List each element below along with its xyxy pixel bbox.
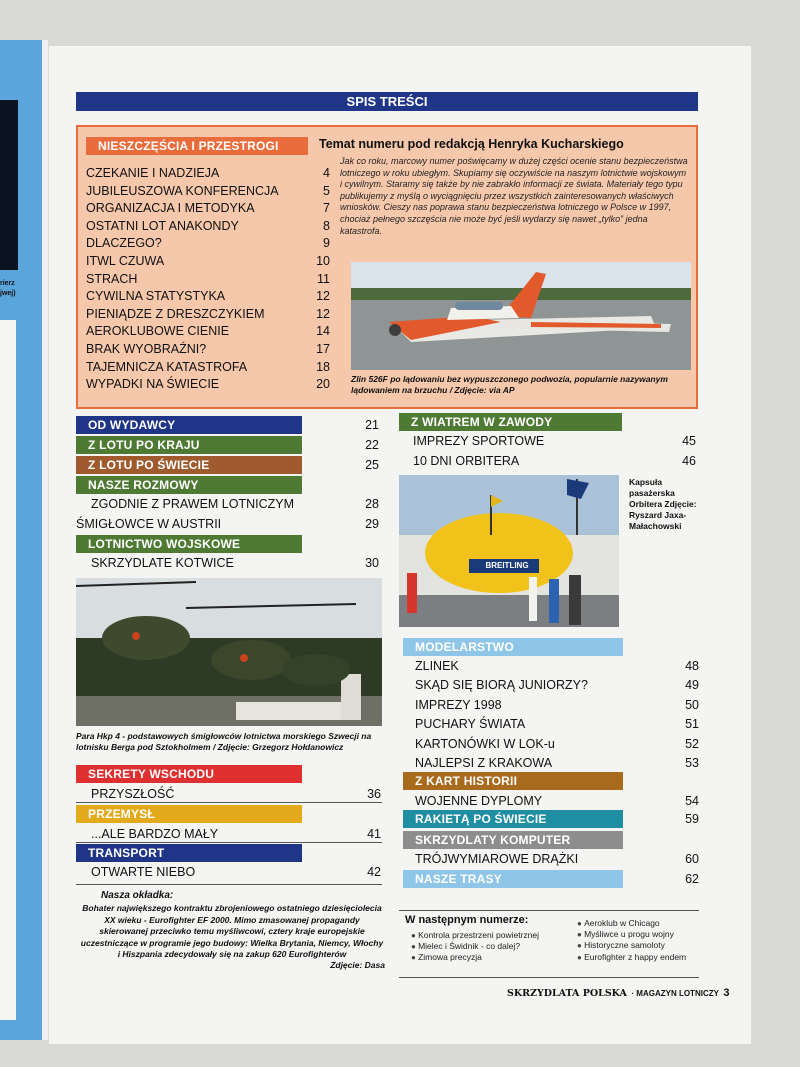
- header-bar: [76, 92, 698, 111]
- page-number: 21: [365, 418, 379, 432]
- page-title: SPIS TREŚCI: [346, 94, 428, 109]
- page-number: 4: [323, 166, 330, 180]
- feature-entry[interactable]: BRAK WYOBRAŹNI?: [86, 342, 207, 356]
- footer-brand: SKRZYDLATA POLSKA: [507, 988, 627, 999]
- page-number: 10: [316, 254, 330, 268]
- section-nasze-trasy[interactable]: NASZE TRASY: [403, 870, 623, 888]
- section-modelarstwo[interactable]: MODELARSTWO: [403, 638, 623, 656]
- toc-entry[interactable]: KARTONÓWKI W LOK-u: [415, 736, 555, 751]
- feature-entry[interactable]: STRACH: [86, 271, 138, 286]
- page-number: 11: [317, 271, 330, 286]
- page-number: 30: [365, 556, 379, 570]
- divider: [76, 884, 382, 885]
- toc-entry[interactable]: ZGODNIE Z PRAWEM LOTNICZYM: [91, 497, 295, 511]
- page-number: 54: [685, 794, 699, 808]
- divider: [76, 842, 382, 843]
- feature-entry[interactable]: TAJEMNICZA KATASTROFA: [86, 359, 248, 374]
- orbiter-photo-caption: Kapsuła pasażerska Orbitera Zdjęcie: Ryszard Jaxa-Małachowski: [629, 477, 697, 531]
- page-number: 62: [685, 872, 699, 886]
- page-number: 25: [365, 458, 379, 472]
- bullet-icon: ●: [577, 919, 585, 928]
- next-issue-item: [577, 940, 686, 951]
- left-page-caption-fragment-1: rierz: [0, 280, 15, 287]
- page-number: 48: [685, 659, 699, 673]
- toc-entry[interactable]: IMPREZY 1998: [415, 697, 502, 712]
- section-rakieta-po-swiecie[interactable]: RAKIETĄ PO ŚWIECIE: [403, 810, 623, 828]
- cover-text: Bohater największego kontraktu zbrojeniowego ostatniego dziesięciolecia XX wieku - Eurofighter EF 2000. Mimo zmasowanej propagandy skierowanej przeciwko temu myśliwcowi, cztery kraje europejskie uczestniczące w programie jego budowy: Wielka Brytania, Niemcy, Włochy i Hiszpania zdecydowały się na zakup 620 Eurofighterów: [80, 903, 384, 959]
- next-issue-item: [411, 930, 539, 941]
- page-number: 60: [685, 852, 699, 866]
- page-number: 14: [316, 324, 330, 339]
- toc-entry[interactable]: TRÓJWYMIAROWE DRĄŻKI: [415, 852, 579, 866]
- next-issue-item-text: Zimowa precyzja: [418, 952, 482, 963]
- section-z-lotu-po-kraju[interactable]: Z LOTU PO KRAJU: [76, 436, 302, 454]
- page-number: 50: [685, 697, 699, 712]
- orbiter-capsule-illustration: [399, 475, 619, 627]
- section-z-lotu-po-swiecie[interactable]: Z LOTU PO ŚWIECIE: [76, 456, 302, 474]
- bullet-icon: ●: [411, 942, 419, 952]
- page-number: 41: [367, 827, 381, 841]
- toc-entry[interactable]: IMPREZY SPORTOWE: [413, 434, 545, 448]
- page-number: 8: [323, 218, 330, 233]
- page-number: 5: [323, 183, 330, 198]
- next-issue-item: [577, 918, 686, 929]
- feature-intro: Jak co roku, marcowy numer poświęcamy w dużej części ocenie stanu bezpieczeństwa lotniczego w roku ubiegłym. Skupiamy się oczywiście na naszym lotnictwie wojskowym i cywilnym. Staramy się także by nie zabrakło informacji ze świata. Materiały tego typu publikujemy z myślą o wyciągnięciu przez wszystkich zainteresowanych właściwych wniosków. Cieszy nas poprawa stanu bezpieczeństwa lotniczego w Polsce w 1997, chociaż pełnego szczęścia nie może być jeśli wydarzy się nawet „tylko” jedna katastrofa.: [340, 156, 688, 236]
- next-issue-item: [411, 952, 539, 963]
- divider: [399, 977, 699, 978]
- section-skrzydlaty-komputer[interactable]: SKRZYDLATY KOMPUTER: [403, 831, 623, 849]
- footer-subtitle: · MAGAZYN LOTNICZY: [631, 989, 719, 998]
- footer-page-number: 3: [723, 987, 730, 999]
- next-issue-item-text: Mielec i Świdnik - co dalej?: [418, 941, 521, 952]
- page-number: 59: [685, 812, 699, 826]
- toc-entry[interactable]: WOJENNE DYPLOMY: [415, 794, 543, 808]
- page-number: 45: [682, 434, 696, 448]
- next-issue-item: [411, 941, 539, 952]
- feature-entry[interactable]: ORGANIZACJA I METODYKA: [86, 201, 255, 216]
- helicopter-illustration: [76, 578, 382, 726]
- page-number: 28: [365, 497, 379, 511]
- toc-entry[interactable]: ŚMIGŁOWCE W AUSTRII: [76, 517, 222, 531]
- section-z-kart-historii[interactable]: Z KART HISTORII: [403, 772, 623, 790]
- left-page-caption-fragment-2: jwej): [0, 290, 16, 297]
- feature-box: [76, 125, 698, 409]
- section-z-wiatrem-w-zawody[interactable]: Z WIATREM W ZAWODY: [399, 413, 622, 431]
- bullet-icon: ●: [411, 953, 419, 963]
- cover-title: Nasza okładka:: [101, 890, 174, 901]
- toc-entry[interactable]: PRZYSZŁOŚĆ: [91, 787, 175, 801]
- feature-section-label: NIESZCZĘŚCIA I PRZESTROGI: [86, 137, 308, 155]
- orbiter-capsule-photo: [399, 475, 619, 627]
- next-issue-title: W następnym numerze:: [405, 914, 529, 926]
- next-issue-column-2: [577, 918, 686, 963]
- page-number: 18: [316, 359, 330, 374]
- left-page-photo: [0, 100, 18, 270]
- feature-entry[interactable]: ITWL CZUWA: [86, 254, 165, 268]
- page-number: 52: [685, 736, 699, 751]
- page-number: 22: [365, 438, 379, 452]
- feature-entry[interactable]: OSTATNI LOT ANAKONDY: [86, 218, 239, 233]
- section-lotnictwo-wojskowe[interactable]: LOTNICTWO WOJSKOWE: [76, 535, 302, 553]
- feature-entry[interactable]: CYWILNA STATYSTYKA: [86, 289, 226, 304]
- next-issue-item-text: Historyczne samoloty: [584, 940, 665, 951]
- page-number: 51: [685, 717, 699, 732]
- zlin-plane-illustration: [351, 262, 691, 370]
- page-number: 42: [367, 865, 381, 879]
- cover-credit: Zdjęcie: Dasa: [330, 960, 385, 970]
- next-issue-item-text: Aeroklub w Chicago: [584, 918, 660, 928]
- bullet-icon: ●: [411, 931, 419, 940]
- page-number: 12: [316, 306, 330, 321]
- toc-entry[interactable]: ...ALE BARDZO MAŁY: [91, 827, 219, 841]
- feature-headline: Temat numeru pod redakcją Henryka Kucharskiego: [319, 137, 624, 151]
- bullet-icon: ●: [577, 952, 585, 962]
- footer: [507, 983, 730, 1001]
- breitling-banner: BREITLING: [485, 561, 529, 570]
- feature-entry[interactable]: DLACZEGO?: [86, 236, 162, 251]
- page-number: 36: [367, 787, 381, 801]
- feature-entry[interactable]: PIENIĄDZE Z DRESZCZYKIEM: [86, 306, 265, 321]
- page-number: 20: [316, 377, 330, 392]
- next-issue-item: [577, 952, 686, 963]
- next-issue-item-text: Eurofighter z happy endem: [584, 951, 687, 962]
- feature-entry[interactable]: AEROKLUBOWE CIENIE: [86, 324, 230, 339]
- next-issue-item-text: Myśliwce u progu wojny: [584, 929, 674, 940]
- helicopter-photo: [76, 578, 382, 726]
- toc-entry[interactable]: OTWARTE NIEBO: [91, 865, 196, 879]
- section-od-wydawcy[interactable]: OD WYDAWCY: [76, 416, 302, 434]
- helicopter-caption: Para Hkp 4 - podstawowych śmigłowców lotnictwa morskiego Szwecji na lotnisku Berga pod Sztokholmem / Zdjęcie: Grzegorz Hołdanowicz: [76, 731, 372, 752]
- page-number: 46: [682, 454, 696, 468]
- toc-entry[interactable]: SKRZYDLATE KOTWICE: [91, 556, 234, 570]
- divider: [76, 802, 382, 803]
- toc-entry[interactable]: ZLINEK: [415, 659, 459, 673]
- zlin-photo-caption: Zlin 526F po lądowaniu bez wypuszczonego podwozia, popularnie nazywanym lądowaniem na brzuchu / Zdjęcie: via AP: [351, 374, 668, 395]
- page-number: 12: [316, 289, 330, 304]
- bullet-icon: ●: [577, 930, 585, 940]
- left-page-blue-stripe: [0, 40, 42, 1040]
- magazine-page: [49, 46, 751, 1044]
- page-number: 53: [685, 756, 699, 770]
- left-page-text-column: [0, 320, 16, 1020]
- page-number: 9: [323, 236, 330, 251]
- next-issue-item: [577, 929, 686, 940]
- section-nasze-rozmowy[interactable]: NASZE ROZMOWY: [76, 476, 302, 494]
- section-przemysl[interactable]: PRZEMYSŁ: [76, 805, 302, 823]
- feature-entry[interactable]: JUBILEUSZOWA KONFERENCJA: [86, 183, 279, 198]
- next-issue-item-text: Kontrola przestrzeni powietrznej: [418, 930, 540, 940]
- bullet-icon: ●: [577, 941, 585, 951]
- section-transport[interactable]: TRANSPORT: [76, 844, 302, 862]
- section-sekrety-wschodu[interactable]: SEKRETY WSCHODU: [76, 765, 302, 783]
- toc-entry[interactable]: SKĄD SIĘ BIORĄ JUNIORZY?: [415, 678, 588, 693]
- feature-entry[interactable]: CZEKANIE I NADZIEJA: [86, 166, 220, 180]
- feature-entry[interactable]: WYPADKI NA ŚWIECIE: [86, 377, 220, 392]
- page-number: 29: [365, 517, 379, 531]
- page-number: 49: [685, 678, 699, 693]
- toc-entry[interactable]: NAJLEPSI Z KRAKOWA: [415, 756, 553, 770]
- toc-entry[interactable]: PUCHARY ŚWIATA: [415, 717, 526, 732]
- page-number: 17: [316, 342, 330, 356]
- page-number: 7: [323, 201, 330, 216]
- toc-entry[interactable]: 10 DNI ORBITERA: [413, 454, 520, 468]
- divider: [399, 910, 699, 911]
- zlin-plane-photo: [351, 262, 691, 370]
- next-issue-column-1: [411, 930, 539, 964]
